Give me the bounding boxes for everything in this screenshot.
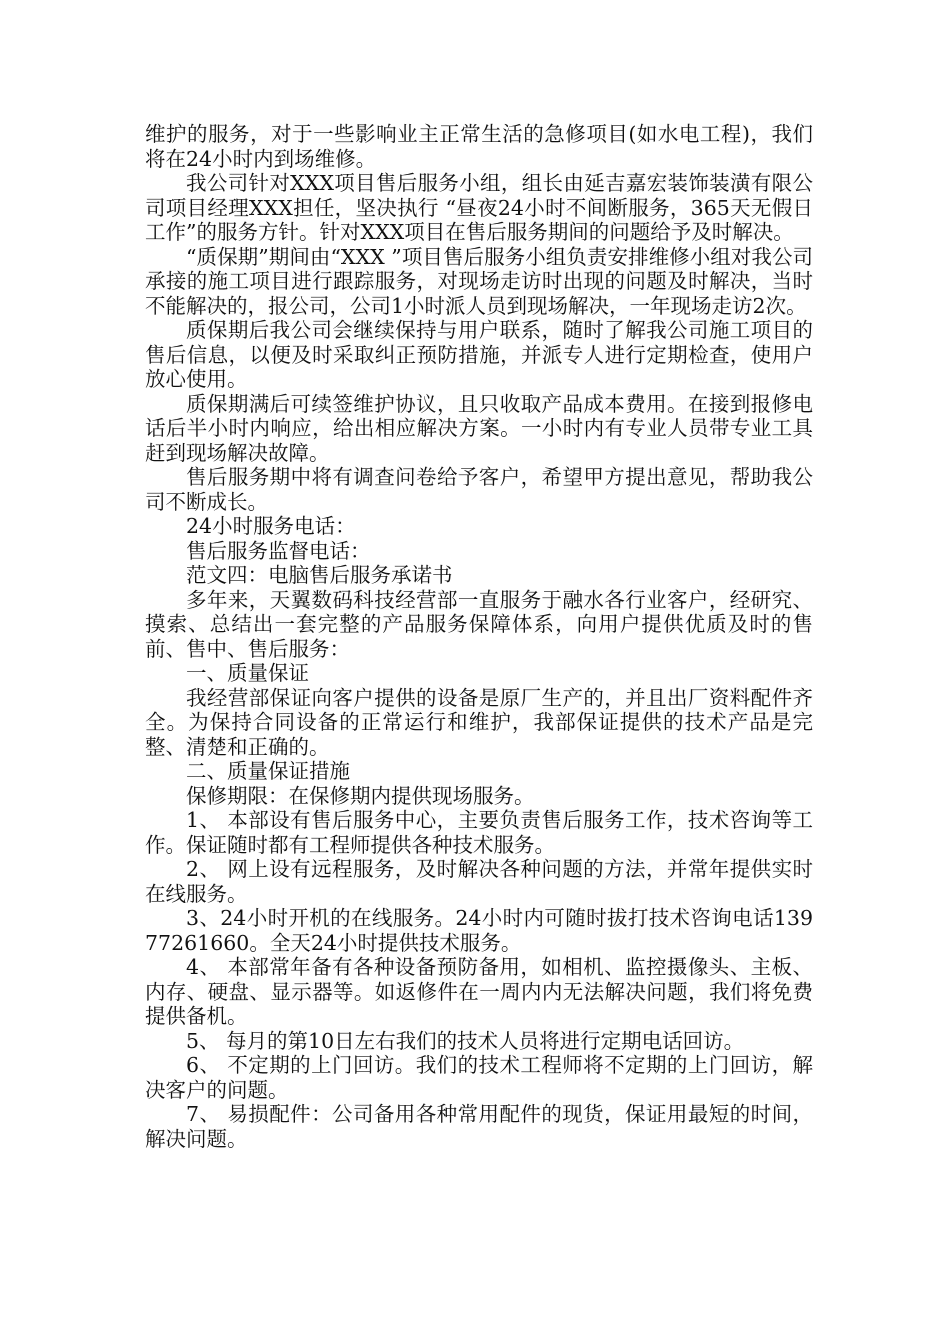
paragraph-warranty-term: 保修期限：在保修期内提供现场服务。 <box>186 783 535 808</box>
paragraph-intro: 多年来，天翼数码科技经营部一直服务于融水各行业客户，经研究、摸索、总结出一套完整的产品服务保障体系，向用户提供优质及时的售前、售中、售后服务： <box>145 587 813 661</box>
paragraph-after-warranty: 质保期后我公司会继续保持与用户联系，随时了解我公司施工项目的售后信息，以便及时采取纠正预防措施，并派专人进行定期检查，使用户放心使用。 <box>145 318 813 391</box>
list-item-5: 5、 每月的第10日左右我们的技术人员将进行定期电话回访。 <box>186 1028 745 1053</box>
paragraph-supervision-phone: 售后服务监督电话： <box>186 538 371 563</box>
paragraph-warranty-period: “质保期”期间由“XXX ”项目售后服务小组负责安排维修小组对我公司承接的施工项目进行跟踪服务，对现场走访时出现的问题及时解决，当时不能解决的，报公司，公司1小时派人员到现场解决，一年现场走访2次。 <box>145 244 813 318</box>
list-item-7: 7、 易损配件：公司备用各种常用配件的现货，保证用最短的时间，解决问题。 <box>145 1102 813 1151</box>
heading-quality-assurance: 一、质量保证 <box>186 661 309 685</box>
paragraph-maintenance-agreement: 质保期满后可续签维护协议，且只收取产品成本费用。在接到报修电话后半小时内响应，给出相应解决方案。一小时内有专业人员带专业工具赶到现场解决故障。 <box>145 391 813 465</box>
paragraph-survey: 售后服务期中将有调查问卷给予客户，希望甲方提出意见，帮助我公司不断成长。 <box>145 465 813 514</box>
list-item-2: 2、 网上设有远程服务，及时解决各种问题的方法，并常年提供实时在线服务。 <box>145 857 813 906</box>
paragraph-service-team: 我公司针对XXX项目售后服务小组，组长由延吉嘉宏装饰装潢有限公司项目经理XXX担任，坚决执行 “昼夜24小时不间断服务，365天无假日工作”的服务方针。针对XXX项目在售后服务期间的问题给予及时解决。 <box>145 171 813 244</box>
paragraph-service-phone: 24小时服务电话： <box>186 514 356 538</box>
list-item-1: 1、 本部设有售后服务中心，主要负责售后服务工作，技术咨询等工作。保证随时都有工程师提供各种技术服务。 <box>145 808 813 857</box>
heading-quality-measures: 二、质量保证措施 <box>186 759 350 783</box>
paragraph-quality-assurance: 我经营部保证向客户提供的设备是原厂生产的，并且出厂资料配件齐全。为保持合同设备的正常运行和维护，我部保证提供的技术产品是完整、清楚和正确的。 <box>145 685 813 759</box>
list-item-3: 3、24小时开机的在线服务。24小时内可随时拔打技术咨询电话13977261660。全天24小时提供技术服务。 <box>145 906 813 955</box>
paragraph-continuation: 维护的服务，对于一些影响业主正常生活的急修项目(如水电工程)，我们将在24小时内到场维修。 <box>145 122 813 171</box>
document-body <box>145 122 813 1151</box>
list-item-6: 6、 不定期的上门回访。我们的技术工程师将不定期的上门回访，解决客户的问题。 <box>145 1053 813 1102</box>
section-title-sample-four: 范文四：电脑售后服务承诺书 <box>186 563 453 587</box>
list-item-4: 4、 本部常年备有各种设备预防备用，如相机、监控摄像头、主板、内存、硬盘、显示器等。如返修件在一周内内无法解决问题，我们将免费提供备机。 <box>145 955 813 1028</box>
